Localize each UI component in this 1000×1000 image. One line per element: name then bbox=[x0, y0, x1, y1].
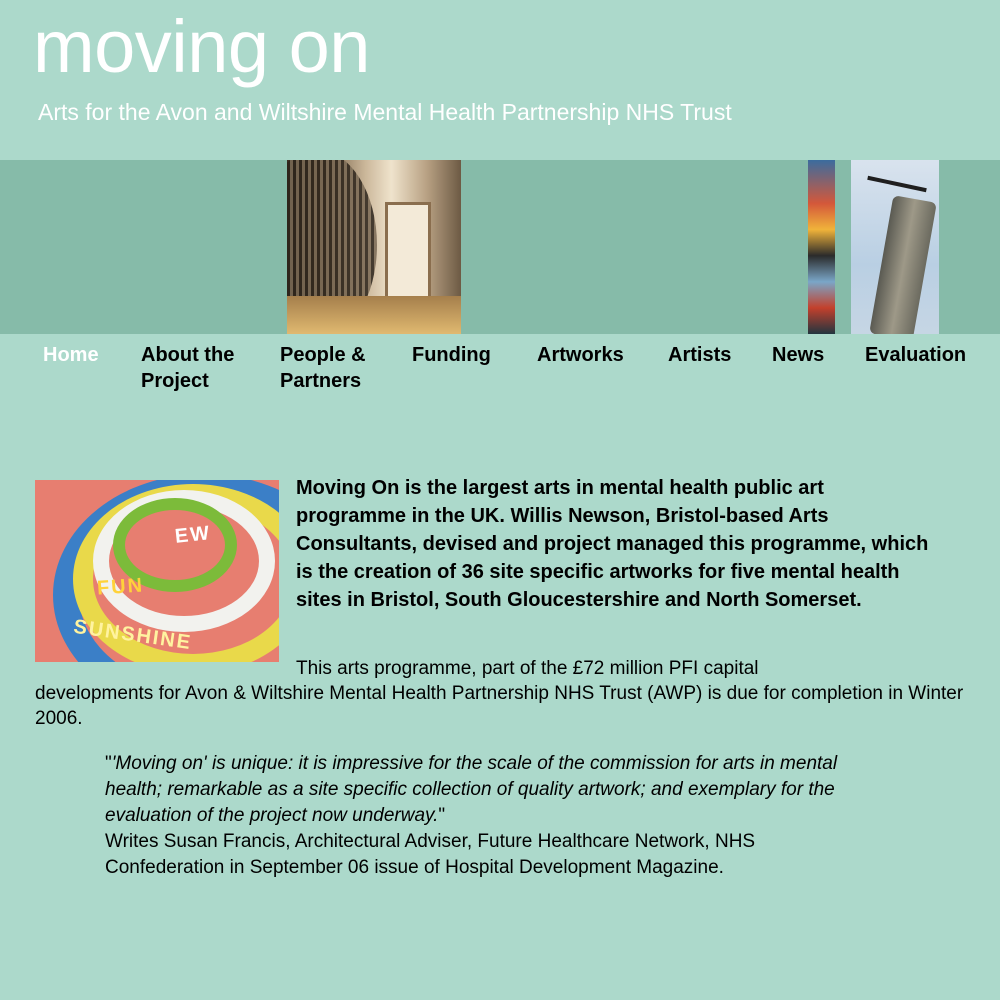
nav-news[interactable]: News bbox=[772, 344, 825, 366]
body-line-1: This arts programme, part of the £72 million PFI capital bbox=[296, 658, 759, 679]
quote-open-mark: " bbox=[105, 753, 112, 774]
nav-artworks[interactable]: Artworks bbox=[537, 344, 624, 366]
nav-evaluation[interactable]: Evaluation bbox=[865, 344, 967, 366]
strip-word-ew: EW bbox=[173, 522, 213, 548]
banner-photo-lobby bbox=[287, 160, 461, 334]
strip-word-sunshine: SUNSHINE bbox=[72, 615, 194, 655]
nav-artists[interactable]: Artists bbox=[668, 344, 732, 366]
banner bbox=[0, 160, 1000, 334]
quote-close-mark: " bbox=[438, 805, 446, 826]
intro-lead-text: Moving On is the largest arts in mental health public art programme in the UK. Willis Newson, Bristol-based Arts Consultants, devised and project managed this programme, which is the creation of 36 site specific artworks for five mental health sites in Bristol, South Gloucestershire and North Somerset. bbox=[296, 477, 929, 611]
testimonial-quote bbox=[105, 751, 865, 881]
quote-attribution: Writes Susan Francis, Architectural Adviser, Future Healthcare Network, NHS Confederation in September 06 issue of Hospital Development Magazine. bbox=[105, 831, 756, 878]
site-subtitle: Arts for the Avon and Wiltshire Mental Health Partnership NHS Trust bbox=[38, 99, 732, 125]
strip-word-fun: FUN bbox=[96, 574, 145, 600]
banner-photo-sculpture bbox=[851, 160, 939, 334]
nav-home[interactable]: Home bbox=[43, 344, 99, 366]
artwork-photo bbox=[35, 480, 279, 662]
site-title[interactable]: moving on bbox=[33, 5, 370, 88]
quote-text: 'Moving on' is unique: it is impressive for the scale of the commission for arts in mental health; remarkable as a site specific collection of quality artwork; and exemplary for the evaluation of the project now underway. bbox=[105, 753, 838, 826]
body-paragraph bbox=[35, 656, 965, 731]
body-line-rest: developments for Avon & Wiltshire Mental Health Partnership NHS Trust (AWP) is due for completion in Winter 2006. bbox=[35, 683, 964, 729]
main-nav bbox=[0, 342, 1000, 402]
banner-photo-artwork bbox=[808, 160, 835, 334]
nav-people-partners[interactable]: People & Partners bbox=[280, 344, 366, 392]
nav-funding[interactable]: Funding bbox=[412, 344, 491, 366]
nav-about-the-project[interactable]: About the Project bbox=[141, 344, 235, 392]
